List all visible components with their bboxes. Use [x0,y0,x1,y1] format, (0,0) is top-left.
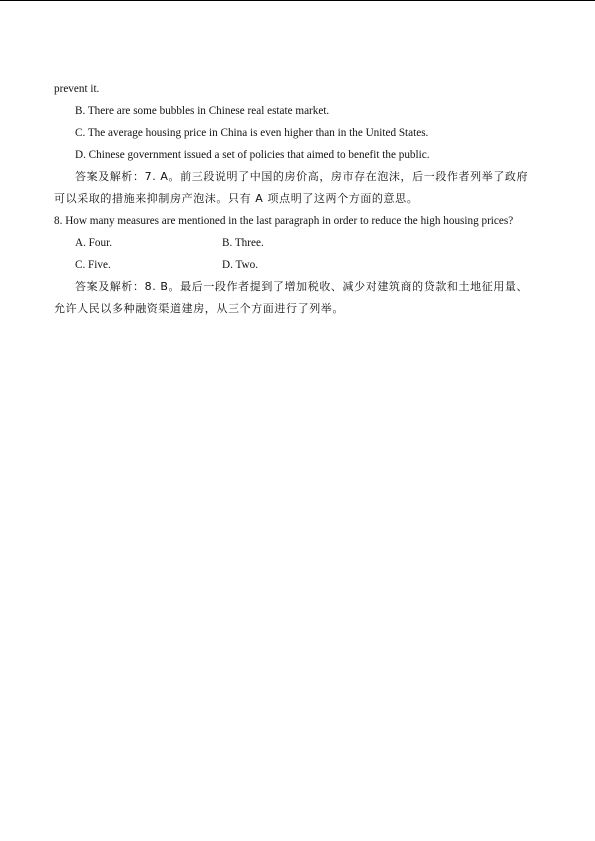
q7-option-d: D. Chinese government issued a set of policies that aimed to benefit the public. [75,149,430,161]
q8-answer-line-1: 答案及解析：8. B。最后一段作者提到了增加税收、减少对建筑商的贷款和土地征用量、 [75,280,529,293]
q7-answer-line-1: 答案及解析：7. A。前三段说明了中国的房价高，房市存在泡沫，后一段作者列举了政府 [75,170,529,183]
q8-option-c: C. Five. [75,259,111,271]
q7-option-c: C. The average housing price in China is even higher than in the United States. [75,127,429,139]
document-body [54,78,542,320]
q7-option-b: B. There are some bubbles in Chinese real estate market. [75,105,330,117]
q8-option-b: B. Three. [222,237,264,249]
q8-option-d: D. Two. [222,259,258,271]
q8-question: 8. How many measures are mentioned in the last paragraph in order to reduce the high housing prices? [54,215,514,227]
q8-option-a: A. Four. [75,237,112,249]
q7-answer-line-2: 可以采取的措施来抑制房产泡沫。只有 A 项点明了这两个方面的意思。 [54,192,419,205]
q8-options-row-1 [54,232,542,254]
q8-answer-line-2: 允许人民以多种融资渠道建房，从三个方面进行了列举。 [54,302,344,315]
continuation-text: prevent it. [54,83,100,95]
top-border-rule [0,0,595,1]
q8-options-row-2 [54,254,542,276]
